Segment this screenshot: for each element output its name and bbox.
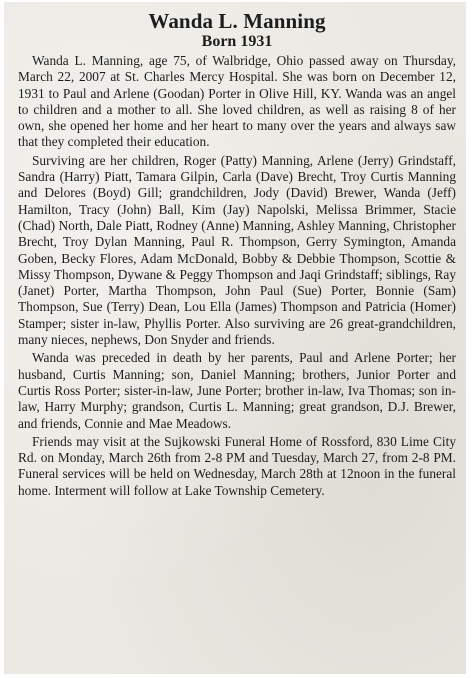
obituary-birth-year: Born 1931 bbox=[201, 33, 273, 50]
paragraph-preceded-in-death: Wanda was preceded in death by her parents, Paul and Arlene Porter; her husband, Curtis Manning; son, Daniel Manning; brothers, Junior Porter and Curtis Ross Porter; sister-in-law, June Porter; brother in-law, Iva Thomas; son in-law, Harry Murphy; grandson, Curtis L. Manning; great grandson, D.J. Brewer, and friends, Connie and Mae Meadows. bbox=[18, 350, 456, 431]
paragraph-services: Friends may visit at the Sujkowski Funeral Home of Rossford, 830 Lime City Rd. on Monday, March 26th from 2-8 PM and Tuesday, March 27, from 2-8 PM. Funeral services will be held on Wednesday, March 28th at 12noon in the funeral home. Interment will follow at Lake Township Cemetery. bbox=[18, 433, 456, 498]
paragraph-survivors: Surviving are her children, Roger (Patty) Manning, Arlene (Jerry) Grindstaff, Sandra (Harry) Piatt, Tamara Gilpin, Carla (Dave) Brecht, Troy Curtis Manning and Delores (Boyd) Gill; grandchildren, Jody (David) Brewer, Wanda (Jeff) Hamilton, Tracy (John) Ball, Kim (Jay) Napolski, Melissa Brimmer, Stacie (Chad) North, Dale Piatt, Rodney (Anne) Manning, Ashley Manning, Christopher Brecht, Troy Dylan Manning, Paul R. Thompson, Gerry Symington, Amanda Goben, Becky Flores, Adam McDonald, Bobby & Debbie Thompson, Scottie & Missy Thompson, Dywane & Peggy Thompson and Jaqi Grindstaff; siblings, Ray (Janet) Porter, Martha Thompson, John Paul (Sue) Porter, Bonnie (Sam) Thompson, Sue (Terry) Dean, Lou Ella (James) Thompson and Patricia (Homer) Stamper; sister in-law, Phyllis Porter. Also surviving are 26 great-grandchildren, many nieces, nephews, Don Snyder and friends. bbox=[18, 152, 456, 348]
obituary-clipping bbox=[4, 2, 466, 674]
obituary-name: Wanda L. Manning bbox=[148, 9, 326, 33]
paragraph-biography: Wanda L. Manning, age 75, of Walbridge, Ohio passed away on Thursday, March 22, 2007 at St. Charles Mercy Hospital. She was born on December 12, 1931 to Paul and Arlene (Goodan) Porter in Olive Hill, KY. Wanda was an angel to children and a mother to all. She loved children, as well as raising 8 of her own, she opened her home and her heart to many over the years and always saw that they completed their education. bbox=[18, 53, 456, 150]
